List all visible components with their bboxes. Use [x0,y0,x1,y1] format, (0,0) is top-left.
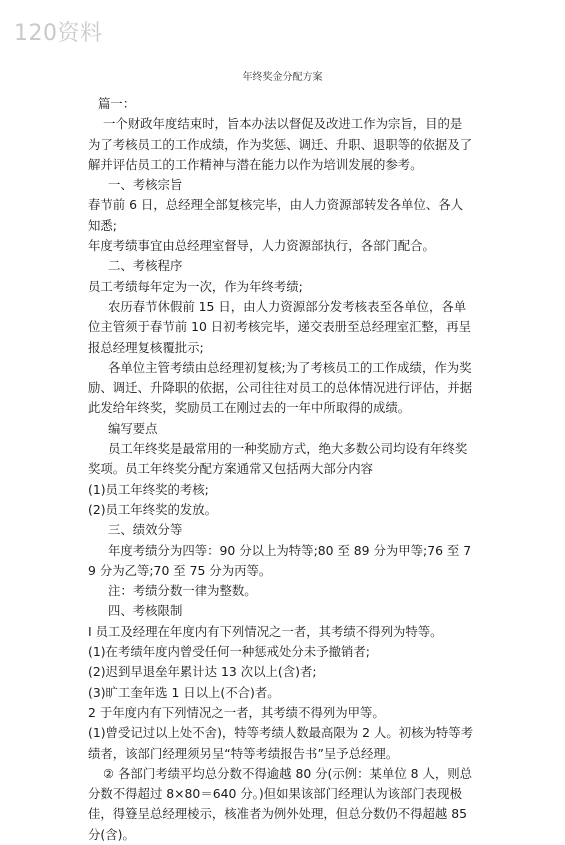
section-heading: 编写要点 [108,420,158,436]
section-heading: 二、考核程序 [108,258,183,274]
document-body [88,94,474,845]
list-item: (2)迟到早退垒年累计达 13 次以上(含)者; [88,664,317,680]
note-paragraph: 注：考绩分数一律为整数。 [108,583,257,599]
body-paragraph: 年度考绩事宜由总经理室督导，人力资源部执行，各部门配合。 [88,238,435,254]
section-heading: 三、绩效分等 [108,522,183,538]
body-paragraph: 各单位主管考绩由总经理初复核;为了考核员工的工作成绩，作为奖励、调迁、升降职的依据，公司往往对员工的总体情况进行评估，并据此发给年终奖，奖励员工在刚过去的一年中所取得的成绩。 [88,359,473,416]
body-paragraph: 员工考绩每年定为一次，作为年终考绩; [88,278,303,294]
body-paragraph: 员工年终奖是最常用的一种奖励方式，绝大多数公司均设有年终奖奖项。员工年终奖分配方案通常又包括两大部分内容 [88,441,468,477]
intro-paragraph: 一个财政年度结束时，旨本办法以督促及改进工作为宗旨，目的是为了考核员工的工作成绩，作为奖惩、调迁、升职、退职等的依据及了解并评估员工的工作精神与潜在能力以作为培训发展的参考。 [88,116,473,172]
list-item: (1)曾受记过以上处不舍)，特等考绩人数最高限为 2 人。初核为特等考绩者，该部门经理须另呈“特等考绩报告书”呈予总经理。 [88,725,474,761]
list-item: (2)员工年终奖的发放。 [88,501,218,517]
body-paragraph: 春节前 6 日，总经理全部复核完毕，由人力资源部转发各单位、各人知悉; [88,197,464,233]
body-paragraph: I 员工及经理在年度内有下列情况之一者，其考绩不得列为特等。 [88,623,443,639]
section-label: 篇一： [98,96,136,111]
section-heading: 四、考核限制 [108,603,183,619]
body-paragraph: 年度考绩分为四等：90 分以上为特等;80 至 89 分为甲等;76 至 79 分为乙等;70 至 75 分为丙等。 [88,542,472,578]
list-item: ② 各部门考绩平均总分数不得逾越 80 分(示例：某单位 8 人，则总分数不得超过 8×80＝640 分。)但如果该部门经理认为该部门表现极佳，得簦呈总经理棱示，核准者为例外处理，但总分数仍不得超越 85 分(含)。 [88,765,473,842]
watermark: 120资料 [14,21,103,46]
list-item: (1)在考绩年度内曾受任何一种惩戒处分未予撤销者; [88,644,370,660]
section-heading: 一、考核宗旨 [108,177,183,193]
list-item: (3)旷工奎年选 1 日以上(不合)者。 [88,684,280,700]
body-paragraph: 2 于年度内有下列情况之一者，其考绩不得列为甲等。 [88,704,385,720]
body-paragraph: 农历春节休假前 15 日，由人力资源部分发考核表至各单位，各单位主管须于春节前 10 日初考核完毕，递交表册至总经理室汇整，再呈报总经理复核覆批示; [88,298,471,355]
document-title: 年终奖金分配方案 [242,72,323,83]
list-item: (1)员工年终奖的考核; [88,481,209,497]
